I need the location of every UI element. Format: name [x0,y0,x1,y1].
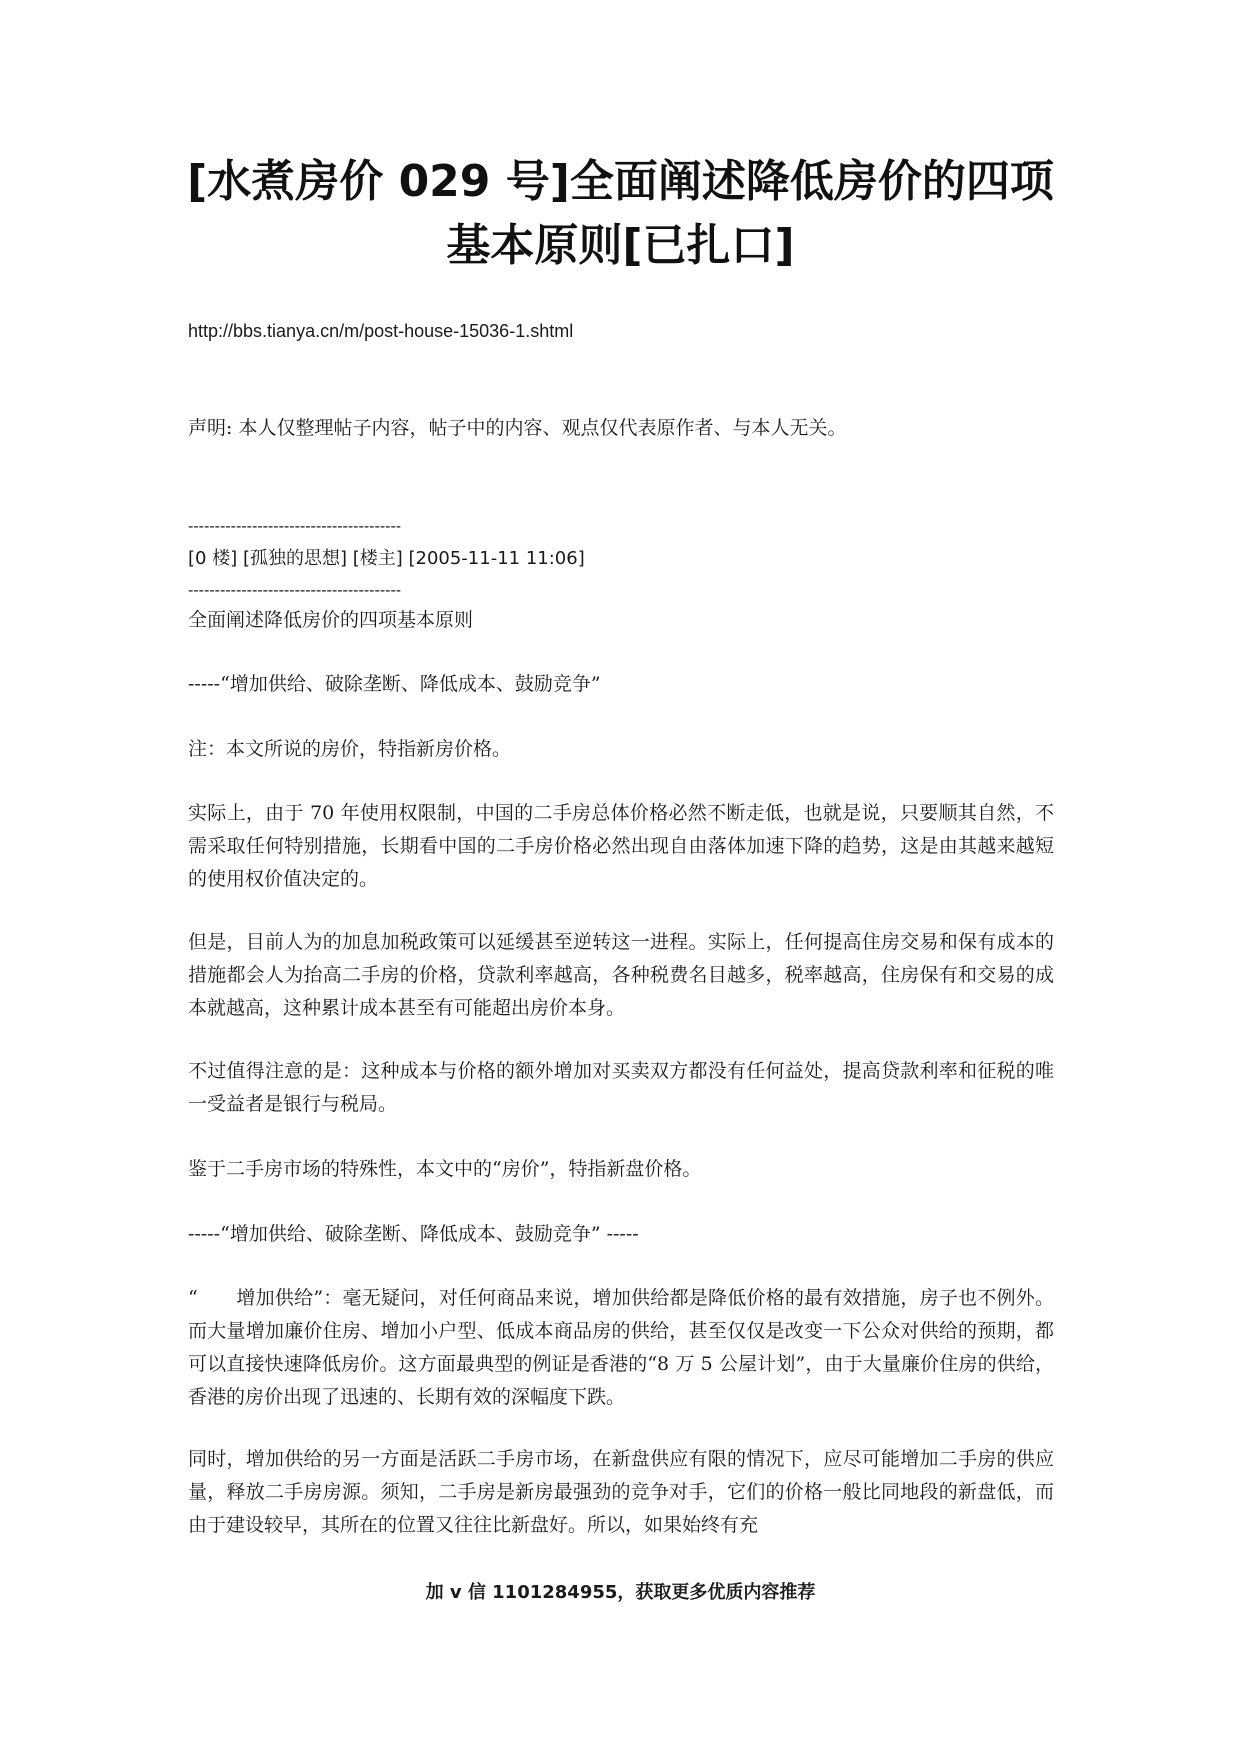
paragraph: 注：本文所说的房价，特指新房价格。 [188,738,512,760]
disclaimer: 声明: 本人仅整理帖子内容，帖子中的内容、观点仅代表原作者、与本人无关。 [188,417,847,439]
document-title [150,150,1091,278]
source-url: http://bbs.tianya.cn/m/post-house-15036-1.shtml [188,321,574,341]
paragraph: 全面阐述降低房价的四项基本原则 [188,609,474,631]
title-line-2: 基本原则[已扎口] [446,220,795,271]
post-header: [0 楼] [孤独的思想] [楼主] [2005-11-11 11:06] [188,548,585,569]
paragraph: 但是，目前人为的加息加税政策可以延缓甚至逆转这一进程。实际上，任何提高住房交易和保有成本的措施都会人为抬高二手房的价格，贷款利率越高，各种税费名目越多，税率越高，住房保有和交易的成本就越高，这种累计成本甚至有可能超出房价本身。 [188,931,1054,1019]
paragraph: -----“增加供给、破除垄断、降低成本、鼓励竞争” ----- [188,1223,639,1245]
paragraph: 同时，增加供给的另一方面是活跃二手房市场，在新盘供应有限的情况下，应尽可能增加二手房的供应量，释放二手房房源。须知，二手房是新房最强劲的竞争对手，它们的价格一般比同地段的新盘低，而由于建设较早，其所在的位置又往往比新盘好。所以，如果始终有充 [188,1448,1054,1536]
paragraph: “ 增加供给”：毫无疑问，对任何商品来说，增加供给都是降低价格的最有效措施，房子也不例外。而大量增加廉价住房、增加小户型、低成本商品房的供给，甚至仅仅是改变一下公众对供给的预期，都可以直接快速降低房价。这方面最典型的例证是香港的“8 万 5 公屋计划”，由于大量廉价住房的供给，香港的房价出现了迅速的、长期有效的深幅度下跌。 [188,1287,1054,1408]
paragraph: 不过值得注意的是：这种成本与价格的额外增加对买卖双方都没有任何益处，提高贷款利率和征税的唯一受益者是银行与税局。 [188,1060,1054,1115]
paragraph: 鉴于二手房市场的特殊性，本文中的“房价”，特指新盘价格。 [188,1158,702,1180]
footer-promo: 加 v 信 1101284955，获取更多优质内容推荐 [425,1582,816,1603]
separator-bottom: ---------------------------------------- [188,582,402,599]
title-line-1: [水煮房价 029 号]全面阐述降低房价的四项 [187,156,1054,207]
separator-top: ---------------------------------------- [188,518,402,535]
paragraph: 实际上，由于 70 年使用权限制，中国的二手房总体价格必然不断走低，也就是说，只要顺其自然，不需采取任何特别措施，长期看中国的二手房价格必然出现自由落体加速下降的趋势，这是由其越来越短的使用权价值决定的。 [188,802,1054,890]
paragraph: -----“增加供给、破除垄断、降低成本、鼓励竞争” [188,673,601,695]
